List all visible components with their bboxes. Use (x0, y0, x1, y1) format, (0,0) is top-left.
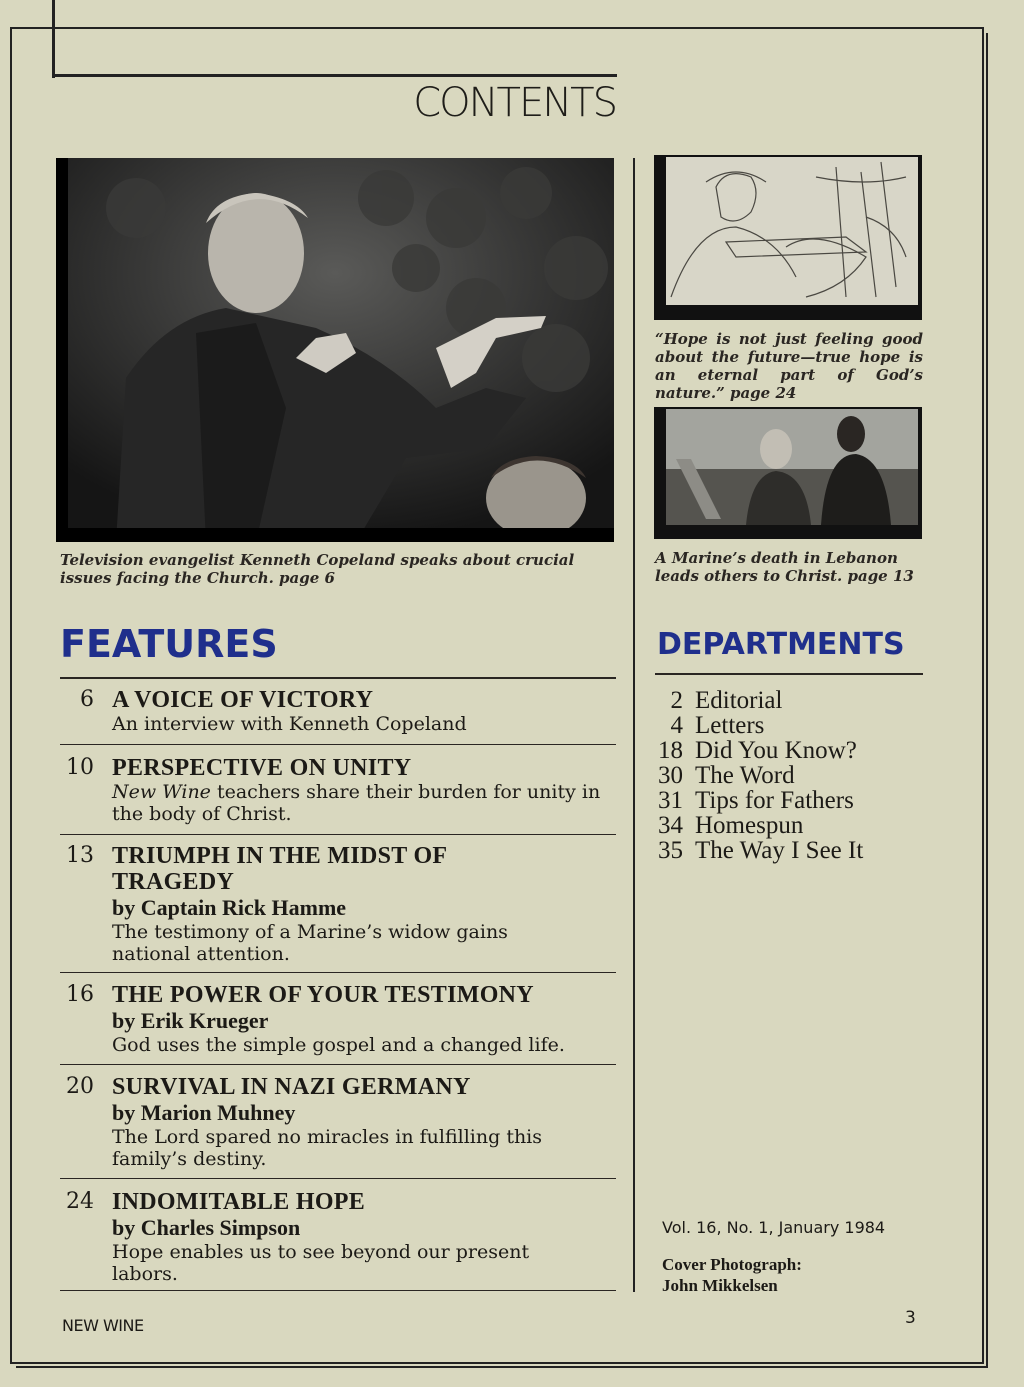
departments-rule (655, 673, 923, 675)
feature-title: A VOICE OF VICTORY (112, 687, 374, 713)
cover-credit-name: John Mikkelsen (662, 1276, 778, 1295)
department-item[interactable]: 18 Did You Know? (658, 737, 857, 764)
department-item[interactable]: 31 Tips for Fathers (658, 787, 854, 814)
page-number: 3 (905, 1308, 916, 1328)
department-item[interactable]: 4 Letters (670, 712, 765, 739)
feature-author: by Marion Muhney (112, 1100, 296, 1125)
feature-description: The Lord spared no miracles in fulfilling this family’s destiny. (112, 1126, 543, 1170)
cover-credit (662, 1254, 802, 1296)
page-title: CONTENTS (413, 80, 616, 126)
feature-title: PERSPECTIVE ON UNITY (112, 755, 412, 781)
feature-description: New Wine teachers share their burden for unity in the body of Christ. (112, 781, 601, 825)
departments-list (655, 688, 925, 863)
publication-name: NEW WINE (62, 1316, 144, 1335)
feature-divider (60, 1064, 616, 1065)
department-item[interactable]: 34 Homespun (658, 812, 804, 839)
header-horizontal-rule (52, 74, 617, 77)
departments-heading: DEPARTMENTS (657, 627, 905, 662)
feature-title: INDOMITABLE HOPE (112, 1189, 366, 1215)
feature-title: TRIUMPH IN THE MIDST OF TRAGEDY (112, 843, 447, 895)
header-vertical-rule (52, 0, 55, 78)
features-rule (60, 677, 616, 679)
marines-photo (654, 407, 922, 539)
feature-divider (60, 972, 616, 973)
features-heading: FEATURES (60, 622, 278, 666)
cover-credit-label: Cover Photograph: (662, 1255, 802, 1274)
feature-divider (60, 744, 616, 745)
features-bottom-rule (60, 1290, 616, 1291)
marines-photo-caption: A Marine’s death in Lebanon leads others to Christ. page 13 (655, 549, 914, 585)
department-item[interactable]: 30 The Word (658, 762, 795, 789)
department-item[interactable]: 2 Editorial (670, 687, 783, 714)
feature-page-number: 20 (66, 1074, 94, 1099)
feature-description: Hope enables us to see beyond our present labors. (112, 1241, 530, 1285)
feature-author: by Charles Simpson (112, 1215, 301, 1240)
feature-author: by Erik Krueger (112, 1008, 269, 1033)
feature-page-number: 24 (66, 1189, 94, 1214)
sketch-illustration (654, 155, 922, 320)
main-photo (56, 158, 614, 542)
feature-description: The testimony of a Marine’s widow gains national attention. (112, 921, 508, 965)
feature-description: An interview with Kenneth Copeland (112, 713, 467, 735)
feature-divider (60, 834, 616, 835)
feature-page-number: 16 (66, 982, 94, 1007)
feature-page-number: 10 (66, 755, 94, 780)
issue-info: Vol. 16, No. 1, January 1984 (662, 1218, 886, 1237)
feature-divider (60, 1178, 616, 1179)
quote-caption: “Hope is not just feeling good about the future—true hope is an eternal part of God’s nature.” page 24 (655, 330, 923, 402)
feature-page-number: 6 (80, 687, 94, 712)
feature-description: God uses the simple gospel and a changed life. (112, 1034, 565, 1056)
feature-page-number: 13 (66, 843, 94, 868)
feature-title: THE POWER OF YOUR TESTIMONY (112, 982, 534, 1008)
feature-author: by Captain Rick Hamme (112, 895, 347, 920)
department-item[interactable]: 35 The Way I See It (658, 837, 864, 864)
column-divider (633, 158, 635, 1292)
feature-title: SURVIVAL IN NAZI GERMANY (112, 1074, 471, 1100)
main-photo-caption: Television evangelist Kenneth Copeland speaks about crucial issues facing the Church. page 6 (60, 551, 575, 587)
